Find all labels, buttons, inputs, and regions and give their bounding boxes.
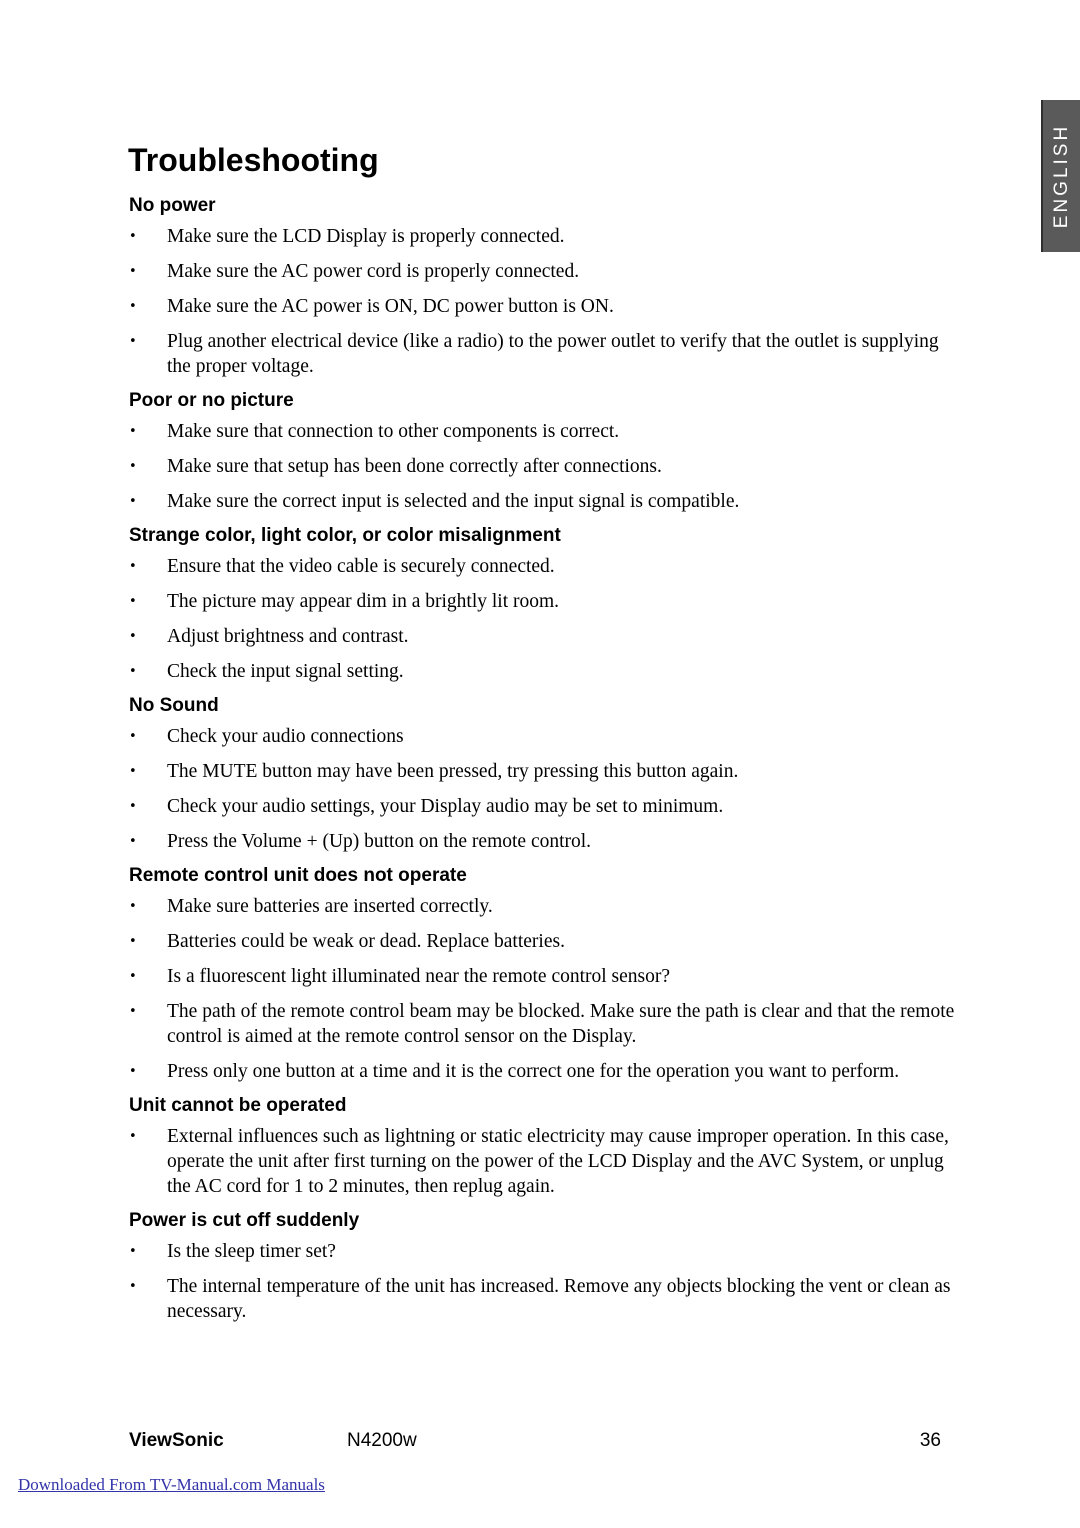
- list-item: [129, 929, 959, 954]
- bullet-icon: •: [129, 264, 137, 279]
- list-item-text: The MUTE button may have been pressed, try pressing this button again.: [167, 761, 739, 782]
- list-item-text: Make sure the LCD Display is properly connected.: [167, 226, 565, 247]
- list-item-text: The internal temperature of the unit has increased. Remove any objects blocking the vent or clean as necessary.: [167, 1276, 951, 1322]
- section-heading: Power is cut off suddenly: [129, 1210, 360, 1231]
- bullet-icon: •: [129, 799, 137, 814]
- list-item-text: Is the sleep timer set?: [167, 1241, 336, 1262]
- list-item-text: Press the Volume + (Up) button on the remote control.: [167, 831, 592, 852]
- list-item: [129, 999, 959, 1049]
- bullet-icon: •: [129, 899, 137, 914]
- section-heading: Poor or no picture: [129, 390, 294, 411]
- bullet-list: [129, 554, 959, 684]
- bullet-icon: •: [129, 969, 137, 984]
- list-item: [129, 224, 959, 249]
- list-item-text: Check the input signal setting.: [167, 661, 404, 682]
- list-item-text: The path of the remote control beam may be blocked. Make sure the path is clear and that the remote control is aimed at the remote control sensor on the Display.: [167, 1001, 955, 1047]
- page-footer: [129, 1428, 941, 1454]
- bullet-icon: •: [129, 764, 137, 779]
- section-heading: No Sound: [129, 695, 219, 716]
- list-item: [129, 794, 959, 819]
- list-item-text: Is a fluorescent light illuminated near the remote control sensor?: [167, 966, 671, 987]
- list-item-text: External influences such as lightning or static electricity may cause improper operation. In this case, operate the unit after first turning on the power of the LCD Display and the AVC System, or unplug the AC cord for 1 to 2 minutes, then replug again.: [167, 1126, 949, 1197]
- bullet-list: [129, 1124, 959, 1199]
- list-item: [129, 454, 959, 479]
- list-item: [129, 894, 959, 919]
- list-item: [129, 624, 959, 649]
- list-item: [129, 489, 959, 514]
- list-item: [129, 1239, 959, 1264]
- bullet-list: [129, 419, 959, 514]
- bullet-icon: •: [129, 229, 137, 244]
- list-item-text: Check your audio settings, your Display audio may be set to minimum.: [167, 796, 724, 817]
- bullet-icon: •: [129, 334, 137, 349]
- bullet-icon: •: [129, 1279, 137, 1294]
- list-item: [129, 724, 959, 749]
- list-item: [129, 964, 959, 989]
- bullet-icon: •: [129, 299, 137, 314]
- language-tab: [1041, 100, 1080, 252]
- troubleshooting-content: [129, 190, 959, 1334]
- bullet-icon: •: [129, 459, 137, 474]
- list-item-text: Press only one button at a time and it is the correct one for the operation you want to perform.: [167, 1061, 900, 1082]
- list-item: [129, 259, 959, 284]
- page-number: 36: [919, 1430, 941, 1451]
- bullet-icon: •: [129, 1064, 137, 1079]
- bullet-icon: •: [129, 1129, 137, 1144]
- footer-brand: ViewSonic: [129, 1430, 224, 1451]
- list-item: [129, 1059, 959, 1084]
- list-item: [129, 829, 959, 854]
- list-item: [129, 1124, 959, 1199]
- list-item-text: Make sure the AC power is ON, DC power button is ON.: [167, 296, 614, 317]
- footer-model: N4200w: [347, 1430, 417, 1451]
- list-item: [129, 589, 959, 614]
- bullet-icon: •: [129, 664, 137, 679]
- list-item-text: The picture may appear dim in a brightly lit room.: [167, 591, 560, 612]
- page-title: Troubleshooting: [128, 142, 379, 178]
- list-item-text: Make sure the AC power cord is properly connected.: [167, 261, 580, 282]
- bullet-icon: •: [129, 494, 137, 509]
- list-item-text: Make sure that setup has been done correctly after connections.: [167, 456, 662, 477]
- bullet-list: [129, 1239, 959, 1324]
- list-item-text: Make sure that connection to other components is correct.: [167, 421, 620, 442]
- list-item: [129, 419, 959, 444]
- bullet-icon: •: [129, 1004, 137, 1019]
- bullet-icon: •: [129, 1244, 137, 1259]
- bullet-icon: •: [129, 834, 137, 849]
- download-source-link[interactable]: Downloaded From TV-Manual.com Manuals: [18, 1475, 325, 1494]
- list-item-text: Batteries could be weak or dead. Replace batteries.: [167, 931, 565, 952]
- bullet-icon: •: [129, 729, 137, 744]
- list-item: [129, 759, 959, 784]
- list-item-text: Plug another electrical device (like a radio) to the power outlet to verify that the outlet is supplying the proper voltage.: [167, 331, 939, 377]
- bullet-list: [129, 724, 959, 854]
- list-item: [129, 329, 959, 379]
- bullet-icon: •: [129, 629, 137, 644]
- section-heading: Unit cannot be operated: [129, 1095, 347, 1116]
- bullet-icon: •: [129, 559, 137, 574]
- section-heading: Strange color, light color, or color misalignment: [129, 525, 561, 546]
- list-item: [129, 1274, 959, 1324]
- list-item: [129, 659, 959, 684]
- bullet-icon: •: [129, 934, 137, 949]
- section-heading: Remote control unit does not operate: [129, 865, 467, 886]
- language-tab-label: ENGLISH: [1050, 123, 1072, 229]
- bullet-icon: •: [129, 424, 137, 439]
- list-item: [129, 554, 959, 579]
- list-item-text: Check your audio connections: [167, 726, 404, 747]
- section-heading: No power: [129, 195, 216, 216]
- bullet-list: [129, 894, 959, 1084]
- bullet-icon: •: [129, 594, 137, 609]
- list-item-text: Make sure the correct input is selected and the input signal is compatible.: [167, 491, 740, 512]
- list-item-text: Ensure that the video cable is securely connected.: [167, 556, 555, 577]
- list-item-text: Make sure batteries are inserted correctly.: [167, 896, 493, 917]
- list-item-text: Adjust brightness and contrast.: [167, 626, 409, 647]
- bullet-list: [129, 224, 959, 379]
- list-item: [129, 294, 959, 319]
